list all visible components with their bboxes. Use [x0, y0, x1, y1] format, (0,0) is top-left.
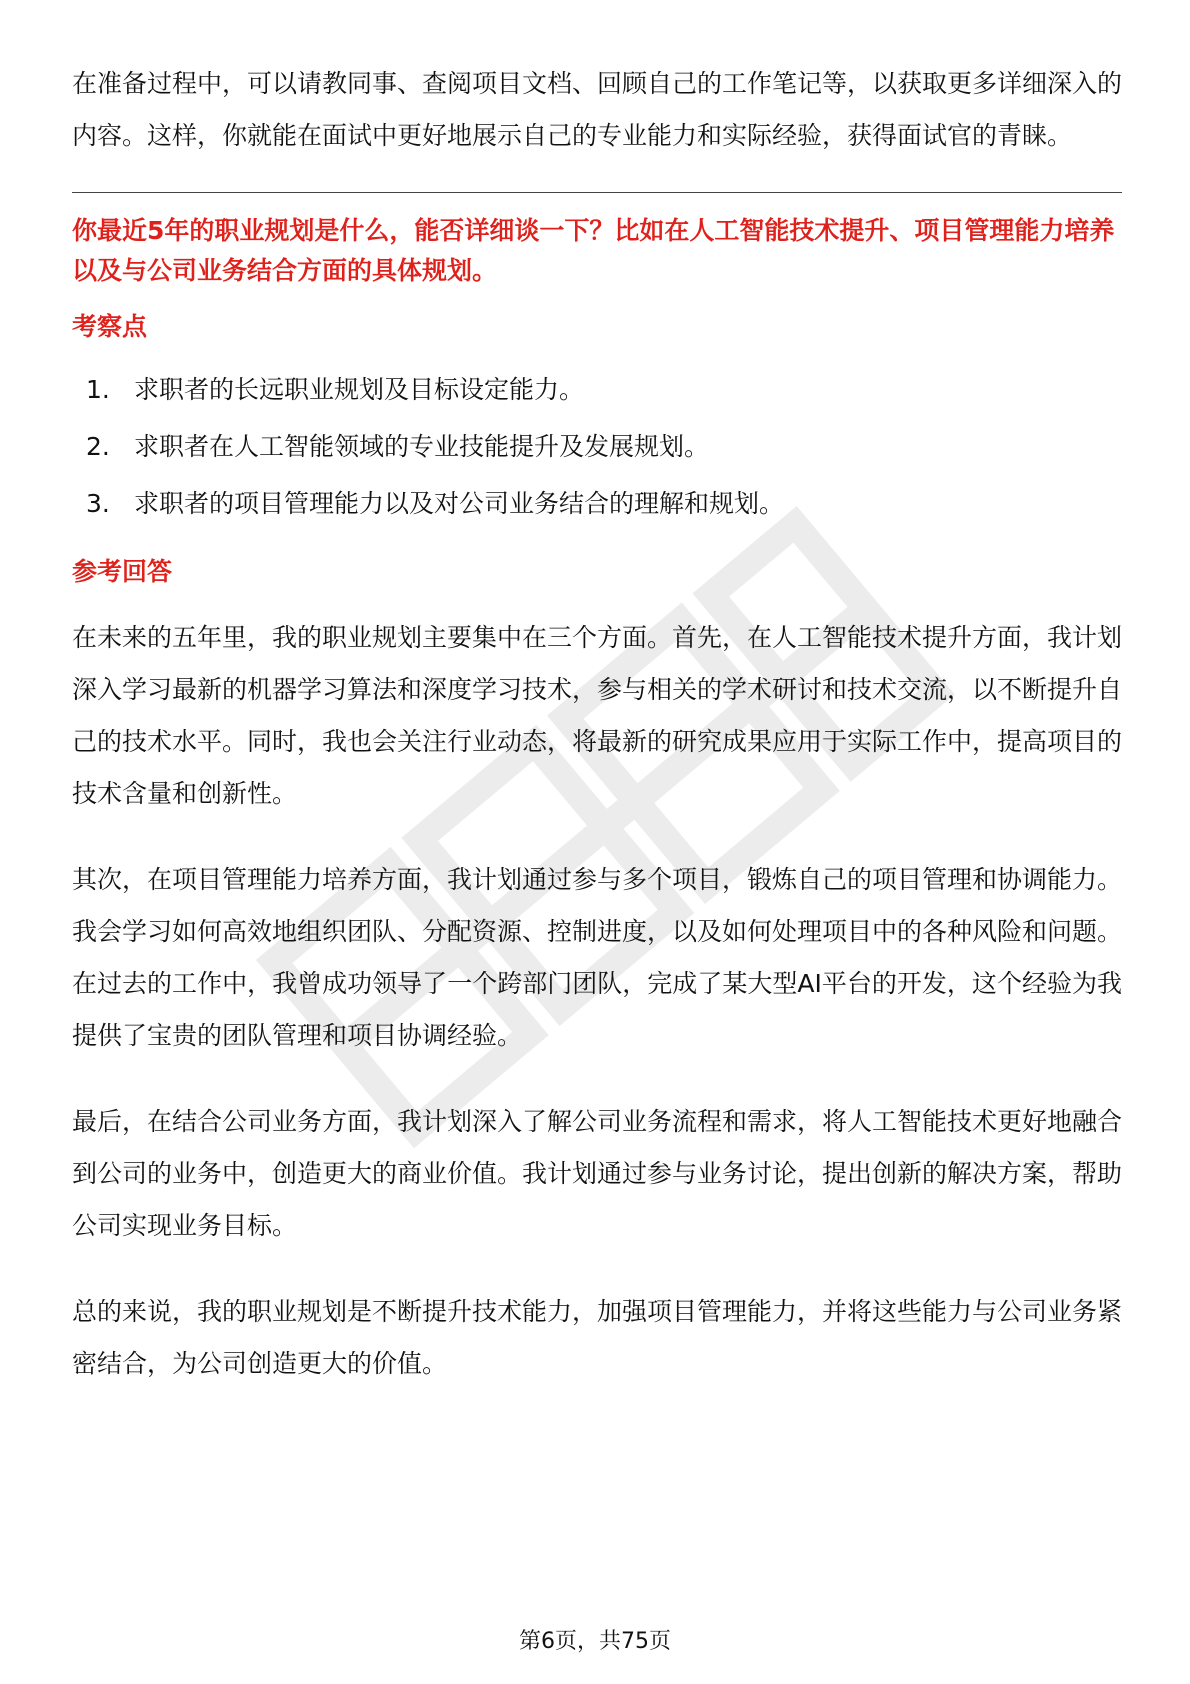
assessment-list: [72, 361, 1122, 532]
section-divider: [72, 192, 1122, 193]
list-item-text: 求职者在人工智能领域的专业技能提升及发展规划。: [134, 432, 710, 461]
list-item-text: 求职者的长远职业规划及目标设定能力。: [134, 375, 585, 404]
list-item-number: 2.: [86, 432, 110, 461]
answer-paragraph: 总的来说，我的职业规划是不断提升技术能力，加强项目管理能力，并将这些能力与公司业务紧密结合，为公司创造更大的价值。: [72, 1297, 1123, 1378]
answer-paragraph: 最后，在结合公司业务方面，我计划深入了解公司业务流程和需求，将人工智能技术更好地融合到公司的业务中，创造更大的商业价值。我计划通过参与业务讨论，提出创新的解决方案，帮助公司实现业务目标。: [72, 1107, 1123, 1240]
question-title: 你最近5年的职业规划是什么，能否详细谈一下？比如在人工智能技术提升、项目管理能力培养以及与公司业务结合方面的具体规划。: [72, 216, 1115, 285]
list-item-text: 求职者的项目管理能力以及对公司业务结合的理解和规划。: [134, 489, 785, 518]
assessment-heading: 考察点: [72, 312, 148, 341]
reference-answer-heading: 参考回答: [72, 557, 173, 586]
list-item: [72, 475, 1122, 532]
list-item-number: 3.: [86, 489, 110, 518]
list-item-number: 1.: [86, 375, 110, 404]
answer-paragraph: 其次，在项目管理能力培养方面，我计划通过参与多个项目，锻炼自己的项目管理和协调能力。我会学习如何高效地组织团队、分配资源、控制进度，以及如何处理项目中的各种风险和问题。在过去的工作中，我曾成功领导了一个跨部门团队，完成了某大型AI平台的开发，这个经验为我提供了宝贵的团队管理和项目协调经验。: [72, 865, 1123, 1050]
intro-paragraph: 在准备过程中，可以请教同事、查阅项目文档、回顾自己的工作笔记等，以获取更多详细深入的内容。这样，你就能在面试中更好地展示自己的专业能力和实际经验，获得面试官的青睐。: [72, 69, 1123, 150]
page-footer: 第6页，共75页: [519, 1629, 671, 1654]
reference-answer-body: [72, 612, 1122, 1390]
list-item: [72, 361, 1122, 418]
answer-paragraph: 在未来的五年里，我的职业规划主要集中在三个方面。首先，在人工智能技术提升方面，我计划深入学习最新的机器学习算法和深度学习技术，参与相关的学术研讨和技术交流，以不断提升自己的技术水平。同时，我也会关注行业动态，将最新的研究成果应用于实际工作中，提高项目的技术含量和创新性。: [72, 623, 1123, 808]
list-item: [72, 418, 1122, 475]
content-area: [72, 58, 1122, 1390]
